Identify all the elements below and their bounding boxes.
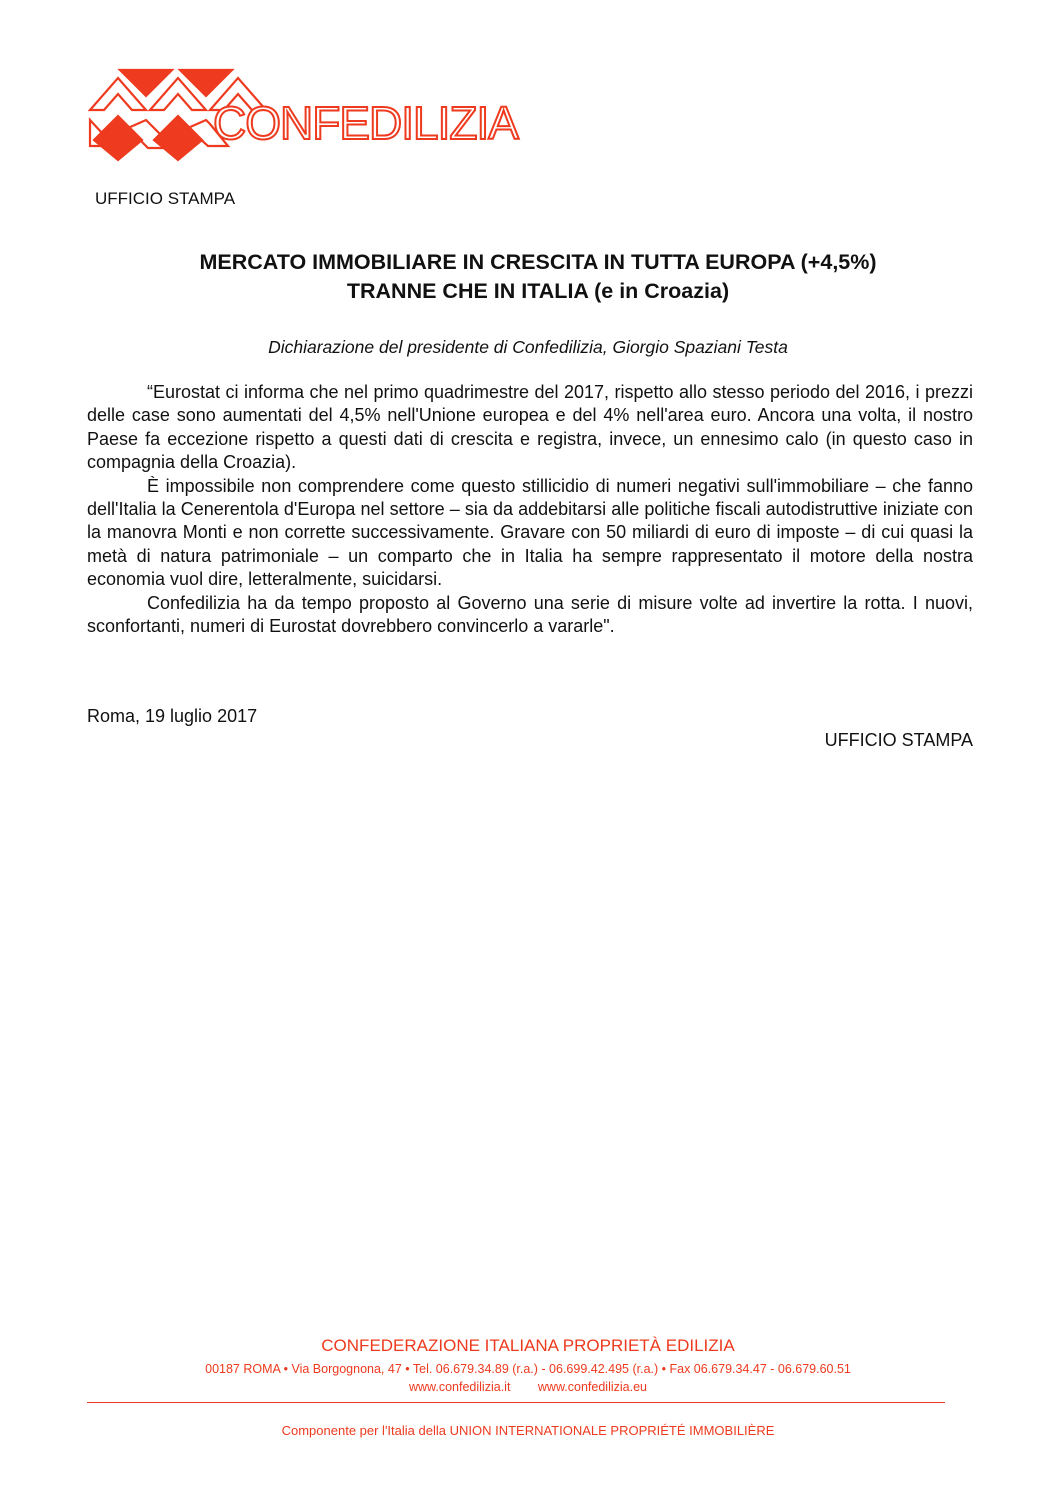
signature: UFFICIO STAMPA xyxy=(824,730,973,750)
statement-body xyxy=(87,381,973,638)
date-line: Roma, 19 luglio 2017 xyxy=(87,706,258,726)
logo-wordmark: CONFEDILIZIA xyxy=(213,97,518,149)
website-link-it[interactable]: www.confedilizia.it xyxy=(408,1380,511,1394)
website-link-eu[interactable]: www.confedilizia.eu xyxy=(537,1380,647,1394)
footer-component-note: Componente per l'Italia della UNION INTERNATIONALE PROPRIÉTÉ IMMOBILIÈRE xyxy=(281,1423,775,1438)
footer-websites xyxy=(60,1379,996,1395)
press-office-label: UFFICIO STAMPA xyxy=(95,189,236,208)
confedilizia-logo xyxy=(88,66,518,162)
footer-divider xyxy=(87,1402,945,1403)
statement-paragraph: “Eurostat ci informa che nel primo quadrimestre del 2017, rispetto allo stesso periodo del 2016, i prezzi delle case sono aumentati del 4,5% nell'Unione europea e del 4% nell'area euro. Ancora una volta, il nostro Paese fa eccezione rispetto a questi dati di crescita e registra, invece, un ennesimo calo (in questo caso in compagnia della Croazia). xyxy=(87,382,973,473)
statement-paragraph: Confedilizia ha da tempo proposto al Governo una serie di misure volte ad invertire la rotta. I nuovi, sconfortanti, numeri di Eurostat dovrebbero convincerlo a vararle". xyxy=(87,592,973,637)
footer-address: 00187 ROMA • Via Borgognona, 47 • Tel. 06.679.34.89 (r.a.) - 06.699.42.495 (r.a.) • Fax 06.679.34.47 - 06.679.60.51 xyxy=(205,1362,851,1376)
headline-line-2: TRANNE CHE IN ITALIA (e in Croazia) xyxy=(346,279,730,303)
statement-paragraph: È impossibile non comprendere come questo stillicidio di numeri negativi sull'immobiliare – che fanno dell'Italia la Cenerentola d'Europa nel settore – sia da addebitarsi alle politiche fiscali autodistruttive iniziate con la manovra Monti e non corrette successivamente. Gravare con 50 miliardi di euro di imposte – di cui quasi la metà di natura patrimoniale – un comparto che in Italia ha sempre rappresentato il motore della nostra economia vuol dire, letteralmente, suicidarsi. xyxy=(87,475,973,590)
headline-line-1: MERCATO IMMOBILIARE IN CRESCITA IN TUTTA EUROPA (+4,5%) xyxy=(199,250,877,274)
subtitle: Dichiarazione del presidente di Confedilizia, Giorgio Spaziani Testa xyxy=(268,337,788,357)
footer-organization: CONFEDERAZIONE ITALIANA PROPRIETÀ EDILIZIA xyxy=(321,1336,735,1355)
